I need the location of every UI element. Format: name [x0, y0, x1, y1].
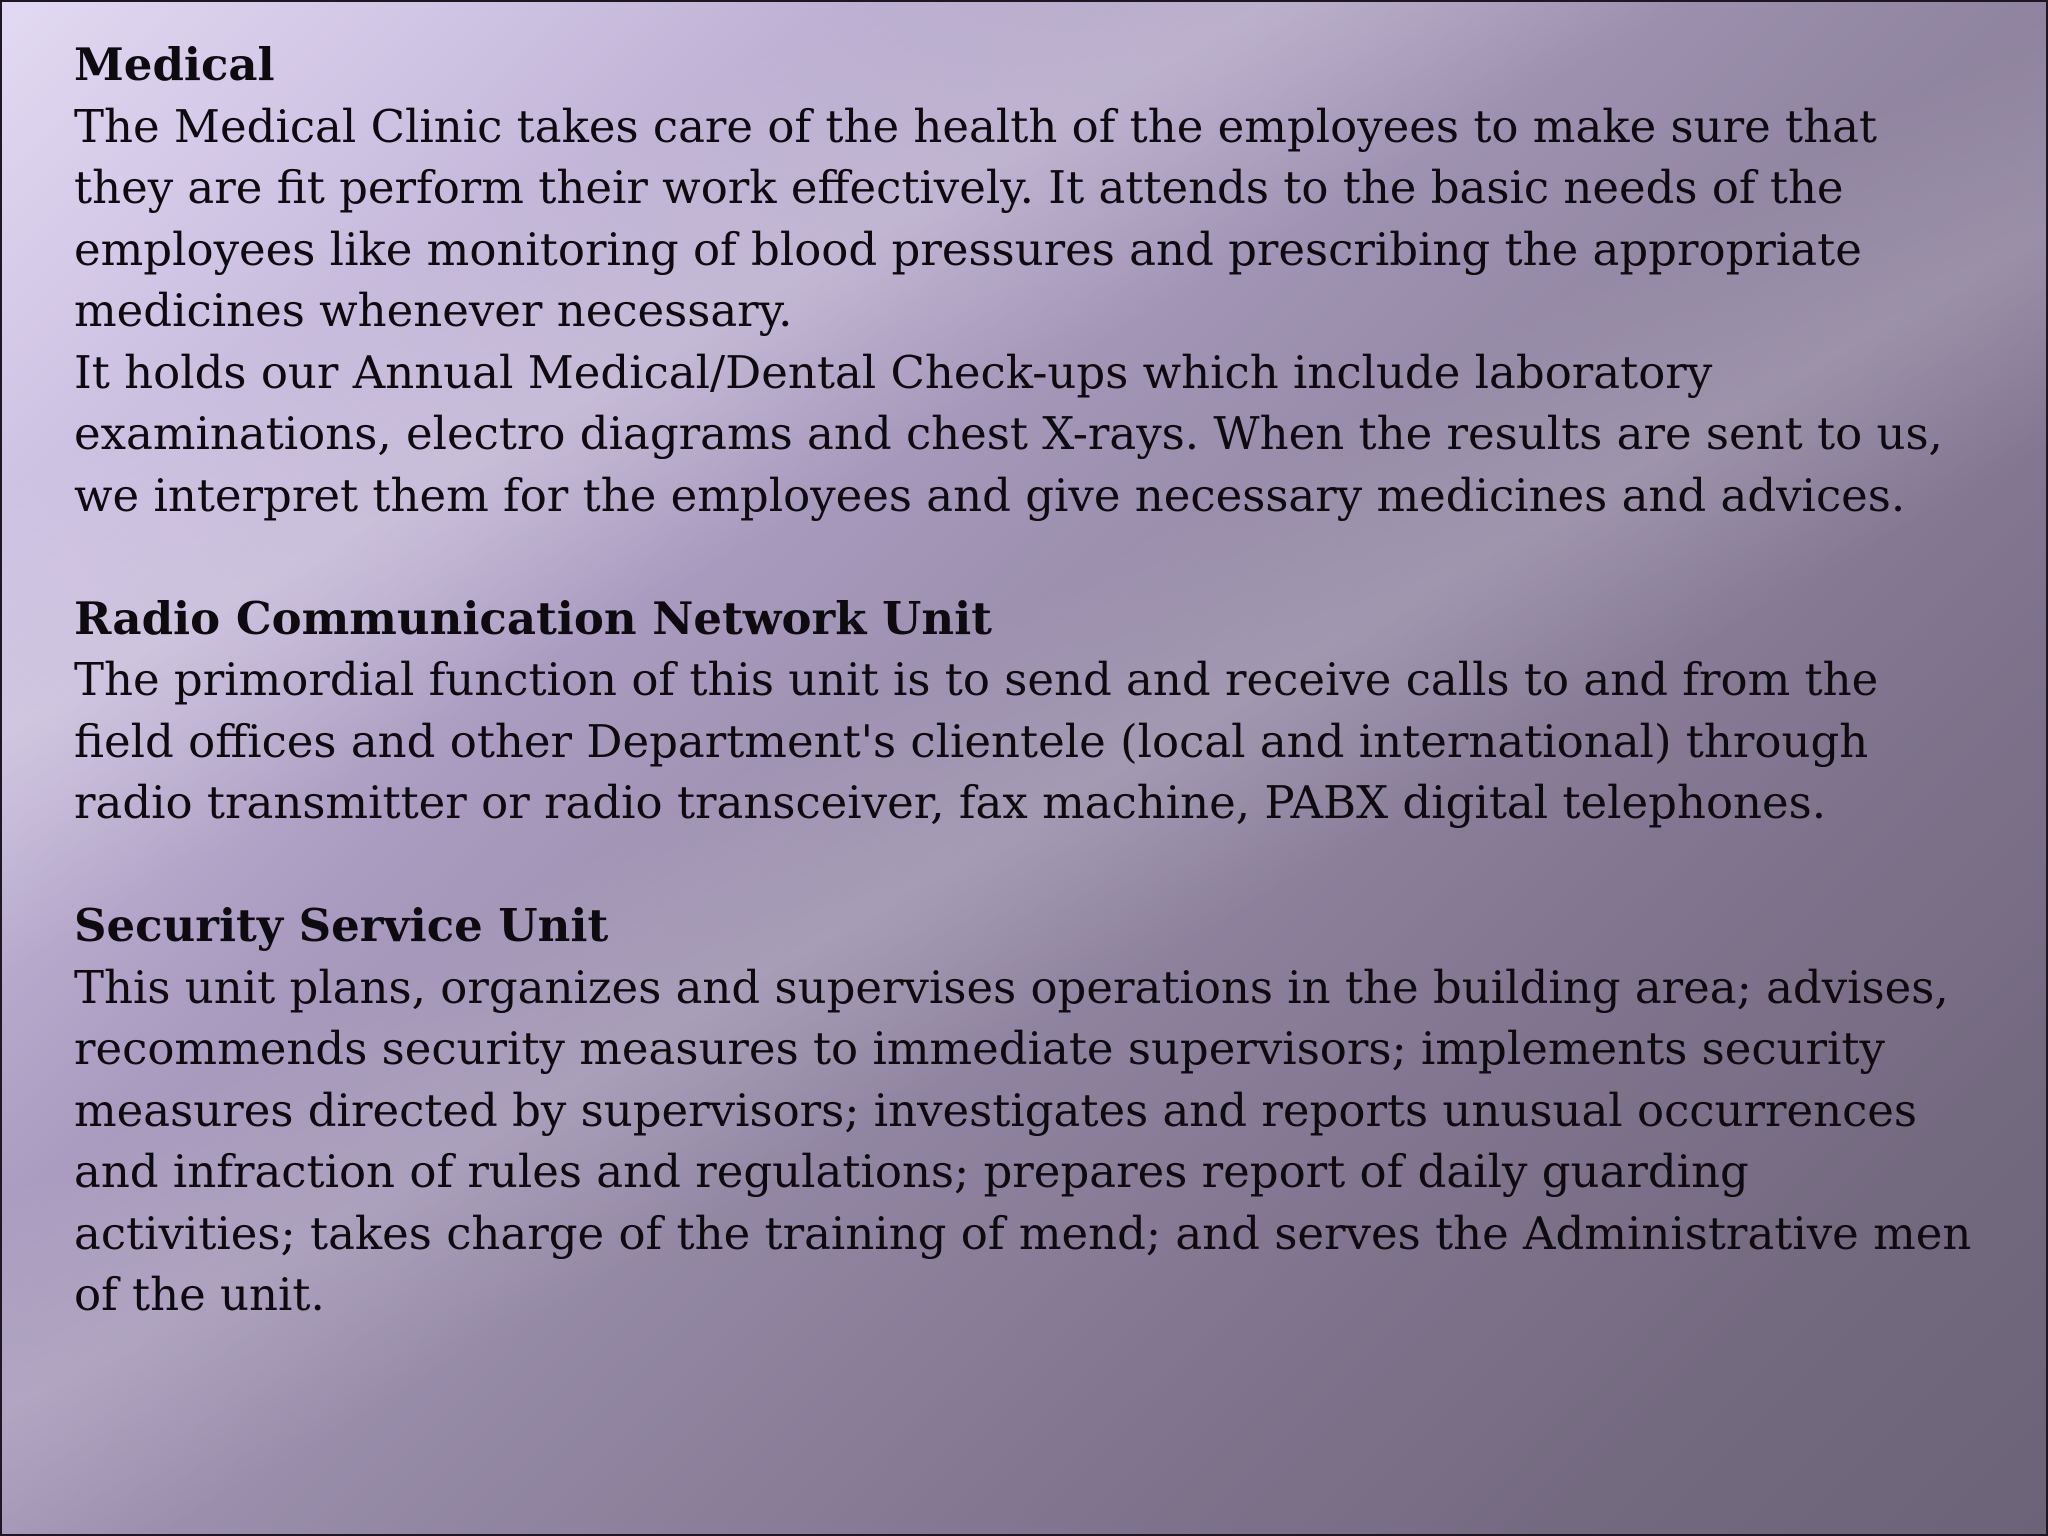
section-paragraph: It holds our Annual Medical/Dental Check-ups which include laboratory examinations, electro diagrams and chest X-rays. When the results are sent to us, we interpret them for the employees and give necessary medicines and advices.: [74, 345, 1943, 522]
section-medical: [74, 34, 1974, 526]
section-heading: Security Service Unit: [74, 899, 609, 952]
section-paragraph: The Medical Clinic takes care of the health of the employees to make sure that they are fit perform their work effectively. It attends to the basic needs of the employees like monitoring of blood pressures and prescribing the appropriate medicines whenever necessary.: [74, 99, 1878, 337]
section-heading: Radio Communication Network Unit: [74, 591, 992, 645]
section-heading: Medical: [74, 38, 275, 91]
section-paragraph: The primordial function of this unit is to send and receive calls to and from the field offices and other Department's clientele (local and international) through radio transmitter or radio transceiver, fax machine, PABX digital telephones.: [74, 653, 1879, 829]
section-paragraph: This unit plans, organizes and supervises operations in the building area; advises, recommends security measures to immediate supervisors; implements security measures directed by supervisors; investigates and reports unusual occurrences and infraction of rules and regulations; prepares report of daily guarding activities; takes charge of the training of mend; and serves the Administrative men of the unit.: [74, 960, 1972, 1321]
section-security-service: [74, 895, 1974, 1326]
slide-body-text: [74, 34, 1974, 1387]
section-radio-communication: [74, 588, 1974, 834]
